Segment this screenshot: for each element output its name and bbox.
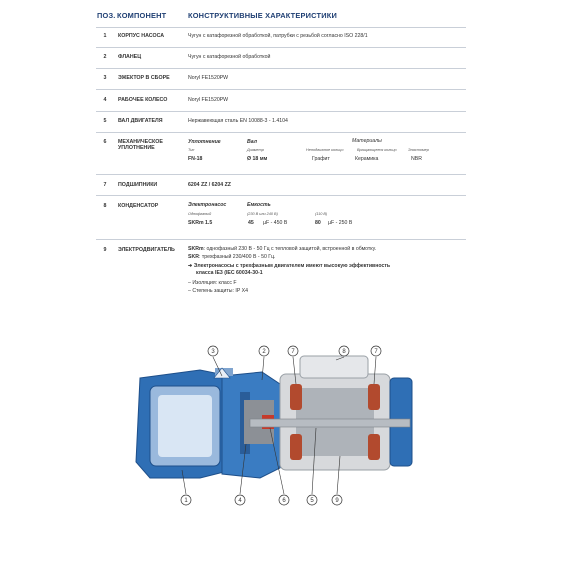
capacitor-1-value: 45: [248, 220, 254, 226]
row-5-component: ВАЛ ДВИГАТЕЛЯ: [118, 118, 163, 124]
shaft-diameter-value: Ø 18 мм: [247, 156, 268, 162]
fixed-ring-label: Неподвижное кольцо: [306, 148, 344, 152]
seal-heading: Уплотнение: [188, 139, 221, 145]
callout-bottom-5-label: 5: [310, 498, 314, 504]
row-5-num: 5: [103, 118, 107, 124]
row-8-component: КОНДЕНСАТОР: [118, 203, 159, 209]
row-3-num: 3: [103, 75, 107, 81]
motor-shaft-drawing: [250, 419, 410, 427]
header-col-pos: ПОЗ.: [97, 11, 116, 20]
header-col-specs: КОНСТРУКТИВНЫЕ ХАРАКТЕРИСТИКИ: [188, 11, 337, 20]
row-2-component: ФЛАНЕЦ: [118, 54, 142, 60]
rotating-ring-label: Вращающееся кольцо: [357, 148, 397, 152]
row-9-component: ЭЛЕКТРОДВИГАТЕЛЬ: [118, 247, 175, 253]
row-1-num: 1: [103, 33, 107, 39]
motor-efficiency-note: ➔ Электронасосы с трехфазным двигателем имеют высокую эффективность: [188, 263, 391, 269]
seal-type-label: Тип: [188, 148, 195, 152]
callout-top-7b-label: 7: [374, 349, 378, 355]
shaft-diameter-label: Диаметр: [247, 148, 264, 152]
row-7-num: 7: [103, 182, 107, 188]
rotating-ring-value: Керамика: [355, 156, 379, 162]
fixed-ring-value: Графит: [312, 156, 330, 162]
motor-skrm-text: : однофазный 230 В - 50 Гц с тепловой защитой, встроенной в обмотку.: [203, 246, 377, 252]
voltage-110-label: (110 В): [315, 212, 328, 216]
callout-bottom-6-label: 6: [282, 498, 286, 504]
callout-top-3-label: 3: [211, 349, 215, 355]
row-7-component: ПОДШИПНИКИ: [118, 182, 158, 188]
row-7-value: 6204 ZZ / 6204 ZZ: [188, 182, 231, 188]
row-4-value: Noryl FE1520PW: [188, 97, 229, 103]
row-6-component-line1: МЕХАНИЧЕСКОЕ: [118, 139, 163, 145]
capacity-heading: Емкость: [247, 202, 271, 208]
row-4-num: 4: [103, 97, 107, 103]
motor-skr-text: : трехфазный 230/400 В - 50 Гц.: [198, 254, 276, 260]
motor-insulation: – Изоляция: класс F: [188, 280, 237, 286]
row-3-component: ЭЖЕКТОР В СБОРЕ: [118, 75, 170, 81]
materials-heading: Материалы: [352, 138, 382, 144]
shaft-heading: Вал: [247, 139, 257, 145]
motor-skr-label: SKR: [188, 254, 199, 260]
header-col-component: КОМПОНЕНТ: [117, 11, 167, 20]
motor-protection: – Степень защиты: IP X4: [188, 288, 248, 294]
callout-bottom-4-label: 4: [238, 498, 242, 504]
elastomer-value: NBR: [411, 156, 422, 162]
row-1-component: КОРПУС НАСОСА: [118, 33, 165, 39]
single-phase-label: Однофазный: [188, 212, 212, 216]
row-1-value: Чугун с катафорезной обработкой, патрубки с резьбой согласно ISO 228/1: [188, 33, 368, 39]
row-6-num: 6: [103, 139, 107, 145]
row-8-num: 8: [103, 203, 107, 209]
electropump-heading: Электронасос: [188, 202, 227, 208]
row-3-value: Noryl FE1520PW: [188, 75, 229, 81]
elastomer-label: Эластомер: [408, 148, 429, 152]
motor-skrm-label: SKRm: [188, 246, 204, 252]
voltage-230-240-label: (230 В или 240 В): [247, 212, 278, 216]
capacitor-2-unit: µF - 250 В: [328, 220, 353, 226]
row-5-value: Нержавеющая сталь EN 10088-3 - 1.4104: [188, 118, 288, 124]
callout-top-8-label: 8: [342, 349, 346, 355]
row-9-num: 9: [103, 247, 107, 253]
motor-efficiency-class: класса IE3 (IEC 60034-30-1: [196, 270, 263, 276]
callout-bottom-9-label: 9: [335, 498, 339, 504]
row-4-component: РАБОЧЕЕ КОЛЕСО: [118, 97, 168, 103]
row-6-component-line2: УПЛОТНЕНИЕ: [118, 145, 155, 151]
seal-type-value: FN-18: [188, 156, 203, 162]
row-2-num: 2: [103, 54, 107, 60]
callout-top-7a-label: 7: [291, 349, 295, 355]
capacitor-2-value: 80: [315, 220, 321, 226]
callout-bottom-1-label: 1: [184, 498, 188, 504]
callout-top-2-label: 2: [262, 349, 266, 355]
row-2-value: Чугун с катафорезной обработкой: [188, 54, 271, 60]
capacitor-1-unit: µF - 450 В: [263, 220, 288, 226]
capacitor-model: SKRm 1.5: [188, 220, 213, 226]
